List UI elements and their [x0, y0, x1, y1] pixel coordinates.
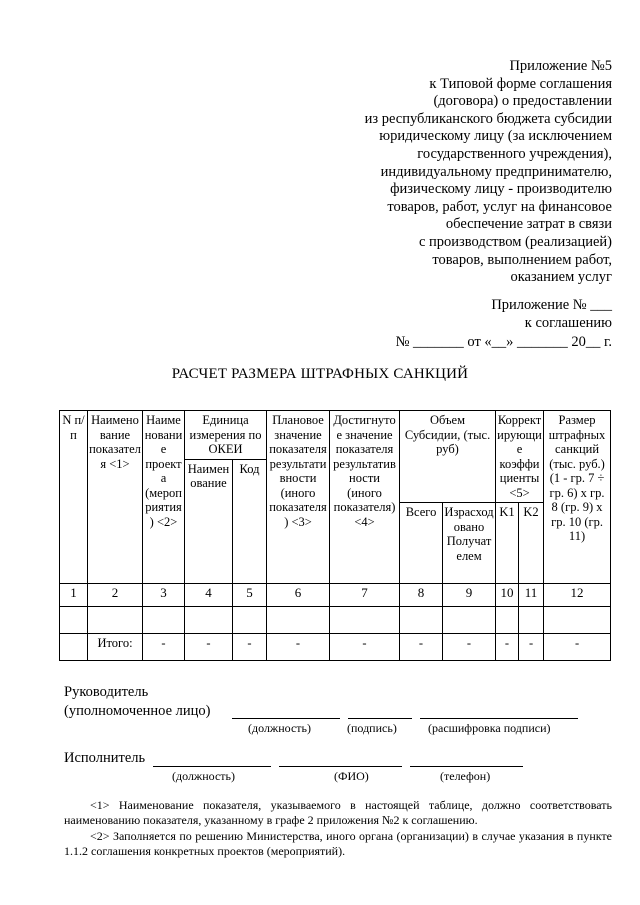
table-cell	[233, 607, 267, 634]
column-number: 11	[519, 584, 544, 607]
head-decoding-line	[420, 718, 578, 719]
executor-name-line	[279, 766, 402, 767]
header-cell: N п/п	[60, 411, 88, 584]
executor-label: Исполнитель	[64, 750, 146, 766]
annex-line: к Типовой форме соглашения	[429, 75, 612, 92]
penalty-calculation-table	[59, 410, 611, 661]
column-number: 2	[88, 584, 143, 607]
table-cell	[400, 607, 443, 634]
header-cell-group: Единица измерения по ОКЕИ	[185, 411, 267, 460]
table-cell	[267, 607, 330, 634]
table-cell	[60, 607, 88, 634]
header-cell: Наименование	[185, 459, 233, 584]
total-label: Итого:	[88, 634, 143, 661]
annex-line: из республиканского бюджета субсидии	[364, 110, 612, 127]
total-value: -	[185, 634, 233, 661]
column-number-row	[60, 584, 611, 607]
table-cell	[185, 607, 233, 634]
annex-line: Приложение №5	[509, 58, 612, 74]
document-title: РАСЧЕТ РАЗМЕРА ШТРАФНЫХ САНКЦИЙ	[171, 366, 469, 382]
total-value: -	[544, 634, 611, 661]
table-cell	[88, 607, 143, 634]
total-value: -	[400, 634, 443, 661]
annex-line: физическому лицу - производителю	[390, 181, 612, 198]
column-number: 7	[330, 584, 400, 607]
agreement-label: к соглашению	[524, 314, 612, 331]
table-cell	[496, 607, 519, 634]
annex-header	[252, 58, 612, 287]
header-cell: Достигнутое значение показателя результативности (иного показателя) <4>	[330, 411, 400, 584]
annex-line: с производством (реализацией)	[418, 233, 612, 250]
header-cell: K2	[519, 503, 544, 584]
total-value: -	[496, 634, 519, 661]
column-number: 9	[443, 584, 496, 607]
table-cell	[519, 607, 544, 634]
executor-position-line	[153, 766, 271, 767]
total-row	[60, 634, 611, 661]
header-cell-group: Объем Субсидии, (тыс. руб)	[400, 411, 496, 503]
column-number: 1	[60, 584, 88, 607]
header-cell: Плановое значение показателя результативности (иного показателя) <3>	[267, 411, 330, 584]
column-number: 3	[143, 584, 185, 607]
column-number: 10	[496, 584, 519, 607]
table-cell	[544, 607, 611, 634]
column-number: 4	[185, 584, 233, 607]
total-value: -	[519, 634, 544, 661]
executor-phone-line	[410, 766, 523, 767]
total-value: -	[143, 634, 185, 661]
head-position-caption: (должность)	[248, 721, 311, 735]
table-cell	[443, 607, 496, 634]
column-number: 12	[544, 584, 611, 607]
table-cell	[330, 607, 400, 634]
executor-phone-caption: (телефон)	[440, 769, 491, 783]
header-cell: Размер штрафных санкций (тыс. руб.) (1 - гр. 7 ÷ гр. 6) x гр. 8 (гр. 9) x гр. 10 (гр. 11)	[544, 411, 611, 584]
header-cell: Наименование показателя <1>	[88, 411, 143, 584]
table-header-row	[60, 411, 611, 460]
header-cell: Наименование проекта (мероприятия) <2>	[143, 411, 185, 584]
annex-line: (договора) о предоставлении	[433, 93, 612, 110]
head-signature-line	[348, 718, 412, 719]
agreement-reference	[292, 297, 612, 352]
annex-line: юридическому лицу (за исключением	[379, 128, 612, 145]
footnote-1: <1> Наименование показателя, указываемого в настоящей таблице, должно соответствовать наименованию показателя, указанному в графе 2 приложения №2 к соглашению.	[64, 798, 612, 827]
footnote-2: <2> Заполняется по решению Министерства, иного органа (организации) в случае указания в пункте 1.1.2 соглашения конкретных проектов (мероприятий).	[64, 829, 612, 858]
table-cell	[60, 634, 88, 661]
table-row	[60, 607, 611, 634]
head-signature-caption: (подпись)	[347, 721, 397, 735]
annex-line: товаров, работ, услуг на финансовое	[387, 198, 612, 215]
table-cell	[143, 607, 185, 634]
annex-line: оказанием услуг	[510, 269, 612, 286]
head-decoding-caption: (расшифровка подписи)	[428, 721, 551, 735]
header-cell: Код	[233, 459, 267, 584]
head-label-authorized: (уполномоченное лицо)	[64, 703, 211, 719]
agreement-number-date: № _______ от «__» _______ 20__ г.	[395, 334, 612, 351]
column-number: 8	[400, 584, 443, 607]
annex-line: обеспечение затрат в связи	[445, 216, 612, 233]
column-number: 5	[233, 584, 267, 607]
total-value: -	[330, 634, 400, 661]
agreement-annex-number: Приложение № ___	[491, 297, 612, 313]
head-label: Руководитель	[64, 684, 149, 700]
total-value: -	[267, 634, 330, 661]
header-cell: Всего	[400, 503, 443, 584]
executor-position-caption: (должность)	[172, 769, 235, 783]
executor-name-caption: (ФИО)	[334, 769, 369, 783]
header-cell-group: Корректирующие коэффициенты <5>	[496, 411, 544, 503]
header-cell: K1	[496, 503, 519, 584]
annex-line: товаров, выполнением работ,	[432, 251, 612, 268]
head-position-line	[232, 718, 340, 719]
total-value: -	[443, 634, 496, 661]
footnotes	[64, 798, 612, 860]
annex-line: государственного учреждения),	[417, 145, 612, 162]
annex-line: индивидуальному предпринимателю,	[380, 163, 612, 180]
header-cell: Израсходовано Получателем	[443, 503, 496, 584]
column-number: 6	[267, 584, 330, 607]
total-value: -	[233, 634, 267, 661]
